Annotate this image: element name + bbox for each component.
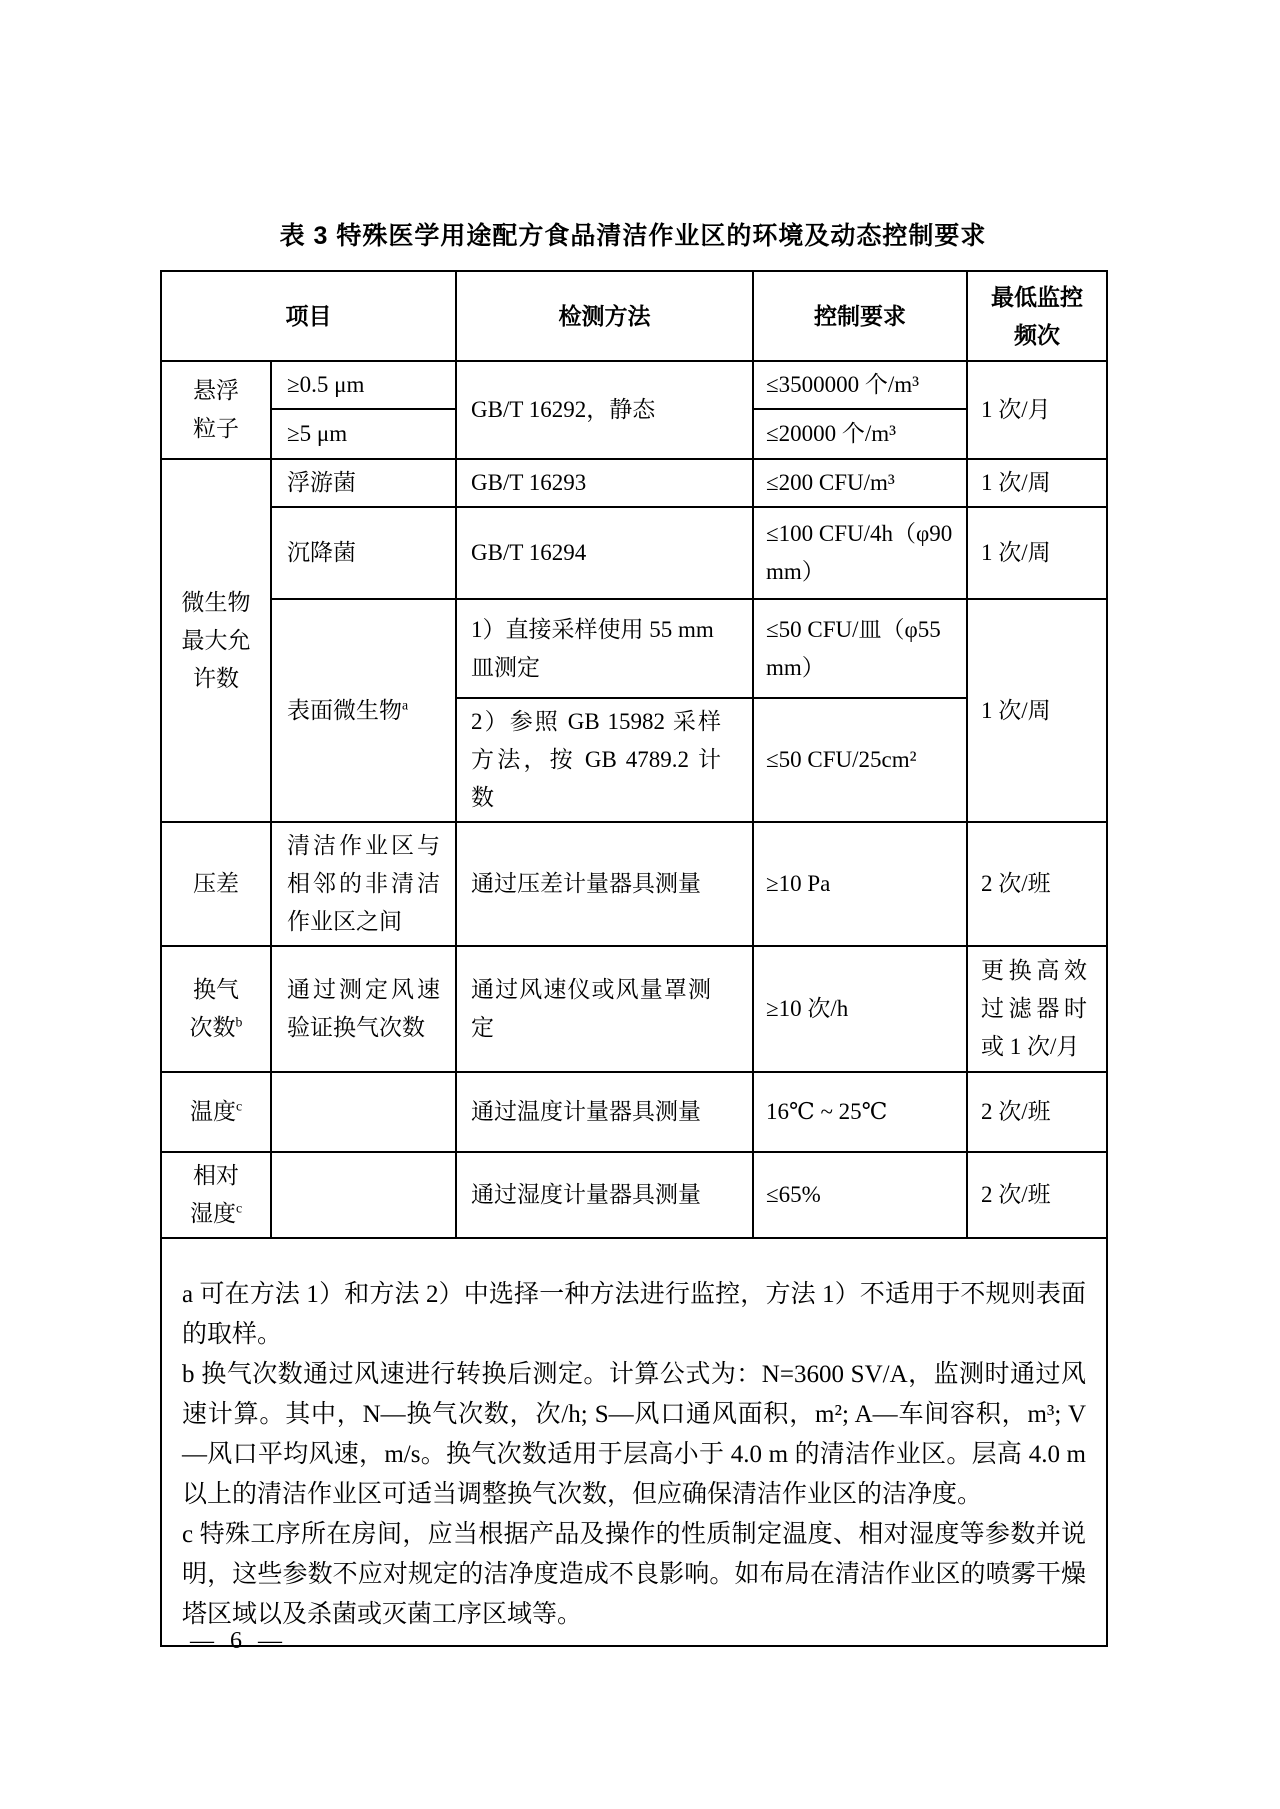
cell-surface-req2: ≤50 CFU/25cm²: [753, 698, 967, 822]
cell-humidity-scope-empty: [271, 1152, 456, 1238]
footnote-c: c 特殊工序所在房间，应当根据产品及操作的性质制定温度、相对湿度等参数并说明，这些参数不应对规定的洁净度造成不良影响。如布局在清洁作业区的喷雾干燥塔区域以及杀菌或灭菌工序区域等。: [182, 1521, 1086, 1628]
footnotes-cell: [161, 1238, 1107, 1646]
cell-airborne-method: GB/T 16293: [456, 459, 753, 507]
footnote-a: a 可在方法 1）和方法 2）中选择一种方法进行监控，方法 1）不适用于不规则表面的取样。: [182, 1281, 1086, 1348]
cell-pressure-method: 通过压差计量器具测量: [456, 822, 753, 946]
cell-temperature-method: 通过温度计量器具测量: [456, 1072, 753, 1152]
cell-pressure-label: 压差: [161, 822, 271, 946]
row-airborne-bacteria: [161, 459, 1107, 507]
cell-settling-name: 沉降菌: [271, 507, 456, 599]
table-caption: 表 3 特殊医学用途配方食品清洁作业区的环境及动态控制要求: [279, 222, 987, 250]
cell-surface-method2: 2）参照 GB 15982 采样方法，按 GB 4789.2 计数: [456, 698, 753, 822]
row-settling-bacteria: [161, 507, 1107, 599]
cell-surface-name: 表面微生物$^a$: [271, 599, 456, 822]
cell-particles-req2: ≤20000 个/m³: [753, 409, 967, 459]
cell-particles-label: 悬浮粒子: [161, 361, 271, 459]
cell-pressure-req: ≥10 Pa: [753, 822, 967, 946]
page-number: — 6 —: [190, 1628, 287, 1654]
cell-pressure-freq: 2 次/班: [967, 822, 1107, 946]
footnote-marker-b: b: [235, 1014, 243, 1030]
footnote-marker-c2: c: [235, 1200, 243, 1216]
col-header-frequency: 最低监控频次: [967, 271, 1107, 361]
cell-microbes-label: 微生物最大允许数: [161, 459, 271, 822]
cell-particles-size1: ≥0.5 μm: [271, 361, 456, 409]
cell-humidity-req: ≤65%: [753, 1152, 967, 1238]
footnote-marker-c: c: [235, 1098, 243, 1114]
cell-settling-freq: 1 次/周: [967, 507, 1107, 599]
cell-humidity-method: 通过湿度计量器具测量: [456, 1152, 753, 1238]
cell-air-change-freq: 更换高效过滤器时或 1 次/月: [967, 946, 1107, 1072]
cell-airborne-freq: 1 次/周: [967, 459, 1107, 507]
cell-particles-method: GB/T 16292，静态: [456, 361, 753, 459]
col-header-requirement: 控制要求: [753, 271, 967, 361]
cell-airborne-name: 浮游菌: [271, 459, 456, 507]
row-humidity: [161, 1152, 1107, 1238]
cell-airborne-req: ≤200 CFU/m³: [753, 459, 967, 507]
cell-particles-size2: ≥5 μm: [271, 409, 456, 459]
cell-air-change-method: 通过风速仪或风量罩测定: [456, 946, 753, 1072]
cell-particles-req1: ≤3500000 个/m³: [753, 361, 967, 409]
cell-particles-freq: 1 次/月: [967, 361, 1107, 459]
row-air-change: [161, 946, 1107, 1072]
row-particles-05: [161, 361, 1107, 409]
cell-temperature-label: 温度$^c$: [161, 1072, 271, 1152]
row-surface-method1: [161, 599, 1107, 698]
cell-air-change-scope: 通过测定风速验证换气次数: [271, 946, 456, 1072]
cell-humidity-freq: 2 次/班: [967, 1152, 1107, 1238]
cell-temperature-freq: 2 次/班: [967, 1072, 1107, 1152]
footnote-marker-a: a: [402, 696, 409, 712]
cell-air-change-label: 换气次数$^b$: [161, 946, 271, 1072]
footnote-b: b 换气次数通过风速进行转换后测定。计算公式为：N=3600 SV/A，监测时通过风速计算。其中，N—换气次数，次/h; S—风口通风面积，m²; A—车间容积，m³; V—风口平均风速，m/s。换气次数适用于层高小于 4.0 m 的清洁作业区。层高 4.0 m 以上的清洁作业区可适当调整换气次数，但应确保清洁作业区的洁净度。: [182, 1361, 1086, 1508]
col-header-item: 项目: [161, 271, 456, 361]
cell-surface-req1: ≤50 CFU/皿（φ55 mm）: [753, 599, 967, 698]
row-pressure: [161, 822, 1107, 946]
cell-pressure-scope: 清洁作业区与相邻的非清洁作业区之间: [271, 822, 456, 946]
cell-settling-method: GB/T 16294: [456, 507, 753, 599]
cell-humidity-label: 相对湿度$^c$: [161, 1152, 271, 1238]
row-temperature: [161, 1072, 1107, 1152]
row-footnotes: [161, 1238, 1107, 1646]
cell-settling-req: ≤100 CFU/4h（φ90 mm）: [753, 507, 967, 599]
cell-temperature-scope-empty: [271, 1072, 456, 1152]
header-row: [161, 271, 1107, 361]
cell-surface-method1: 1）直接采样使用 55 mm 皿测定: [456, 599, 753, 698]
cell-temperature-req: 16℃ ~ 25℃: [753, 1072, 967, 1152]
cell-surface-freq: 1 次/周: [967, 599, 1107, 822]
requirements-table: [160, 270, 1108, 1647]
cell-air-change-req: ≥10 次/h: [753, 946, 967, 1072]
col-header-method: 检测方法: [456, 271, 753, 361]
